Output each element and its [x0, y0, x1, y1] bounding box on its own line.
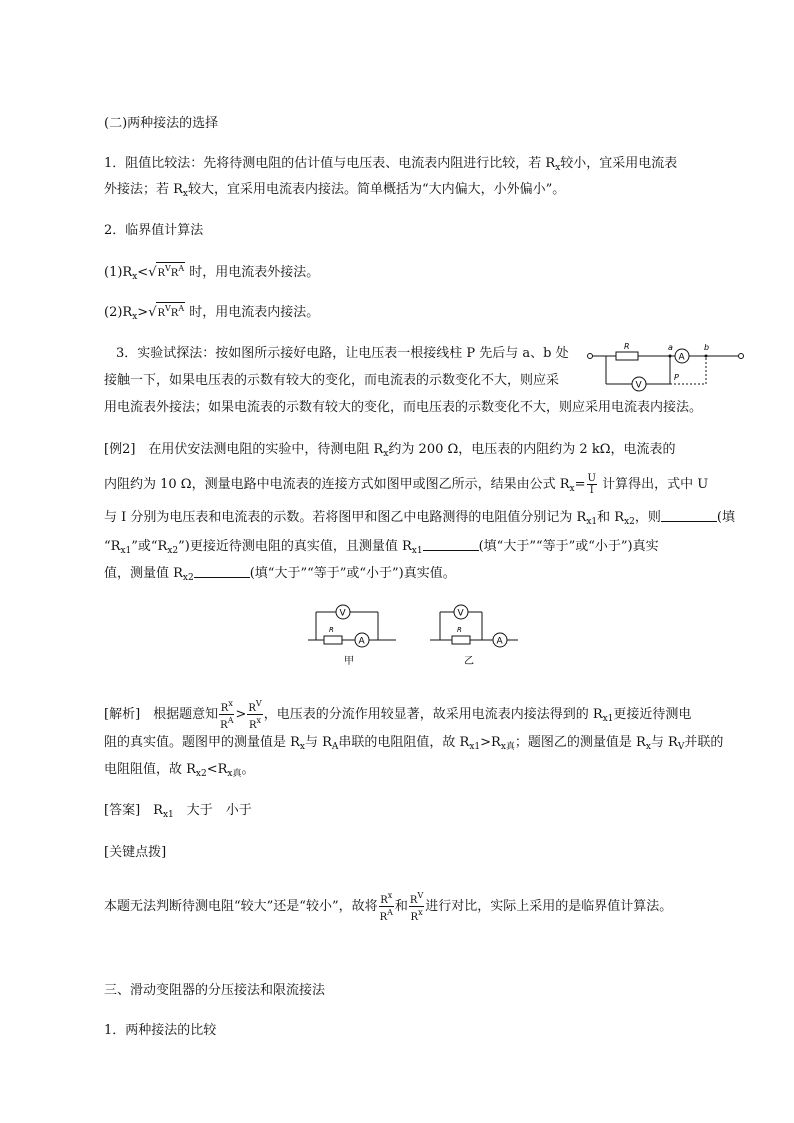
svg-text:R: R	[457, 626, 462, 634]
svg-text:A: A	[678, 352, 685, 363]
circuit-yi-diagram	[428, 602, 524, 668]
condition-inner-connection: $(2)R_x>√R^VR^A$ 时，用电流表内接法。	[104, 304, 320, 322]
key-point-label: [关键点拨]	[104, 845, 167, 860]
paragraph-critical-value: 2．临界值计算法	[104, 223, 204, 238]
example-line3: 与 I 分别为电压表和电流表的示数。若将图甲和图乙中电路测得的电阻值分别记为 $R_{x1}$和 $R_{x2}$，则 (填	[104, 510, 735, 527]
answer-blank-1[interactable]	[661, 509, 717, 522]
svg-text:A: A	[496, 636, 503, 647]
resistor-rx	[324, 636, 342, 644]
analysis-line3: 电阻阻值，故 $R_{x2}<R_{x真}$。	[104, 762, 255, 779]
answer-blank-3[interactable]	[194, 565, 250, 578]
section-heading-rheostat: 三、滑动变阻器的分压接法和限流接法	[104, 983, 326, 998]
svg-text:b: b	[704, 343, 710, 352]
label-yi: 乙	[464, 656, 474, 667]
svg-text:P: P	[674, 373, 679, 382]
paragraph-trial-method-line3: 用电流表外接法；如果电流表的示数有较大的变化，而电压表的示数变化不大，则应采用电流表内接法。	[104, 400, 703, 415]
analysis-line2: 阻的真实值。题图甲的测量值是 $R_x$与 $R_A$串联的电阻阻值，故 $R_{x1}>R_{x真}$；题图乙的测量值是 $R_x$与 $R_V$并联的	[104, 735, 724, 752]
svg-text:R: R	[624, 342, 630, 351]
paragraph-resistance-comparison-cont: 外接法；若 $R_x$较大，宜采用电流表内接法。简单概括为“大内偏大，小外偏小”。	[104, 182, 566, 199]
resistor-rx	[616, 352, 638, 360]
svg-text:V: V	[457, 608, 464, 619]
example-line1: [例2] 在用伏安法测电阻的实验中，待测电阻 $R_x$约为 200 Ω，电压表的内阻约为 2 kΩ，电流表的	[104, 442, 676, 459]
circuit-jia-diagram	[306, 602, 402, 668]
example-line5: 值，测量值 $R_{x2}$ (填“大于”“等于”或“小于”)真实值。	[104, 566, 456, 583]
section-heading-two-methods: (二)两种接法的选择	[104, 116, 219, 131]
trial-circuit-diagram	[586, 340, 756, 392]
resistor-rx	[452, 636, 470, 644]
svg-text:A: A	[358, 636, 365, 647]
svg-text:R: R	[329, 626, 334, 634]
analysis-line1: [解析] 根据题意知 $\frac{R^x}{R^A}$ > $\frac{R^V}{R^x}$ ，电压表的分流作用较显著，故采用电流表内接法得到的 $R_{x1}$更接近待测电	[104, 699, 692, 731]
svg-text:a: a	[668, 343, 673, 352]
section-item-comparison: 1．两种接法的比较	[104, 1023, 217, 1038]
label-jia: 甲	[344, 656, 354, 667]
paragraph-trial-method-line2: 接触一下，如果电压表的示数有较大的变化，而电流表的示数变化不大，则应采	[104, 373, 560, 388]
svg-text:V: V	[339, 608, 346, 619]
svg-text:V: V	[635, 380, 642, 391]
answer-blank-2[interactable]	[423, 538, 479, 551]
example-line2: 内阻约为 10 Ω，测量电路中电流表的连接方式如图甲或图乙所示，结果由公式 $R_x=$ $\frac{U}{I}$ 计算得出，式中 U	[104, 473, 709, 496]
key-point-text: 本题无法判断待测电阻“较大”还是“较小”，故将 $\frac{R^x}{R^A}$ 和 $\frac{R^V}{R^x}$ 进行对比，实际上采用的是临界值计算法。	[104, 891, 673, 923]
paragraph-trial-method: 3．实验试探法：按如图所示接好电路，让电压表一根接线柱 P 先后与 a、b 处	[116, 346, 569, 361]
condition-outer-connection: $(1)R_x<√R^VR^A$ 时，用电流表外接法。	[104, 264, 320, 282]
answer-line: [答案] $R_{x1}$ 大于 小于	[104, 803, 252, 820]
example-line4: “$R_{x1}$”或“$R_{x2}$”)更接近待测电阻的真实值，且测量值 $R_{x1}$ (填“大于”“等于”或“小于”)真实	[104, 539, 659, 556]
paragraph-resistance-comparison: 1．阻值比较法：先将待测电阻的估计值与电压表、电流表内阻进行比较，若 $R_x$较小，宜采用电流表	[104, 156, 678, 173]
